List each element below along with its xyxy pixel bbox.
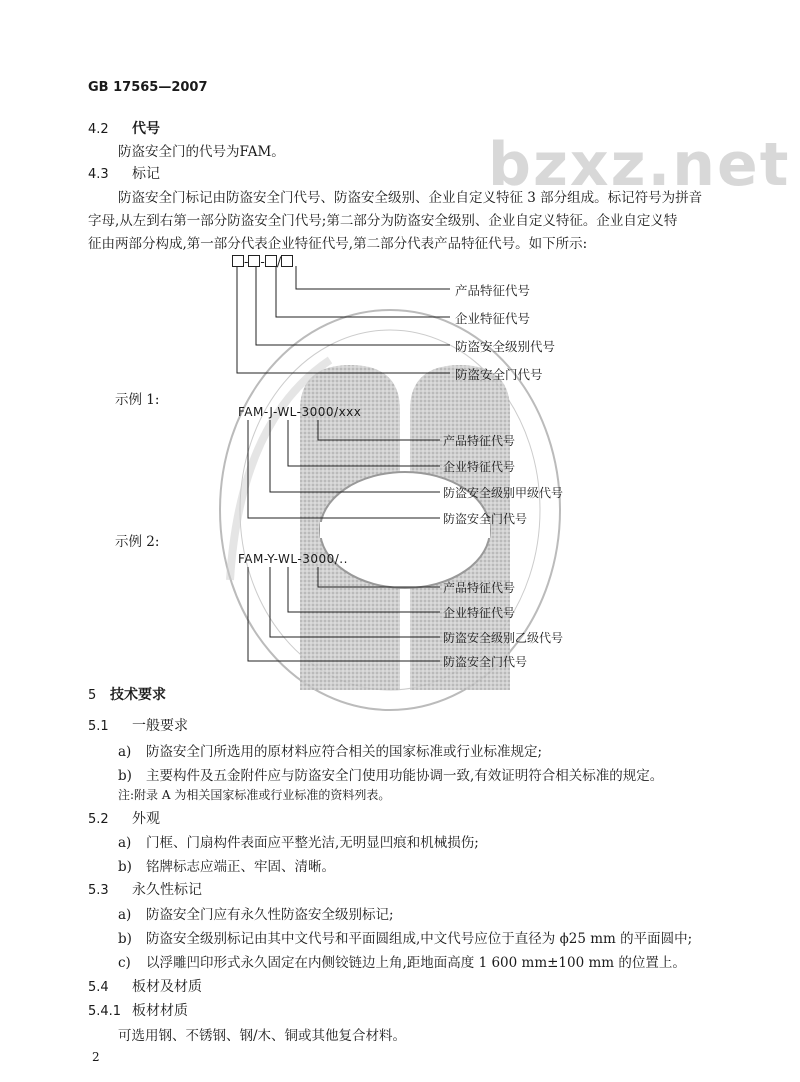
- section-5-4-heading: [88, 976, 202, 996]
- section-number: 5.4.1: [88, 1004, 122, 1019]
- list-marker: b): [118, 931, 132, 947]
- example-2-label: 产品特征代号: [443, 581, 516, 595]
- list-item: [118, 951, 686, 971]
- body-text: 可选用钢、不锈钢、钢/木、铜或其他复合材料。: [118, 1028, 407, 1044]
- body-text: 防盗安全门标记由防盗安全门代号、防盗安全级别、企业自定义特征 3 部分组成。标记符号为拼音: [118, 190, 703, 206]
- list-text: 主要构件及五金附件应与防盗安全门使用功能协调一致,有效证明符合相关标准的规定。: [146, 768, 664, 784]
- example-2-code: FAM-Y-WL-3000/..: [238, 552, 348, 566]
- section-5-1-heading: [88, 715, 188, 735]
- section-title: 一般要求: [132, 718, 188, 734]
- list-marker: b): [118, 859, 132, 875]
- example-1-title: 示例 1:: [115, 392, 160, 408]
- example-1-label: 产品特征代号: [443, 434, 516, 448]
- example-1-label: 防盗安全门代号: [443, 512, 528, 526]
- section-number: 5.1: [88, 719, 109, 734]
- section-title: 永久性标记: [132, 882, 202, 898]
- example-1-leader-lines: [230, 418, 450, 528]
- marking-leader-lines: [220, 262, 460, 382]
- example-2-label: 防盗安全级别乙级代号: [443, 631, 564, 645]
- list-item: [118, 855, 335, 875]
- section-number: 5.2: [88, 812, 109, 827]
- list-text: 铭牌标志应端正、牢固、清晰。: [146, 859, 335, 875]
- section-5-4-1-heading: [88, 1000, 188, 1020]
- section-number: 5.3: [88, 883, 109, 898]
- list-text: 防盗安全级别标记由其中文代号和平面圆组成,中文代号应位于直径为 ϕ25 mm 的平面圆中;: [146, 931, 693, 947]
- list-item: [118, 927, 692, 947]
- section-title: 标记: [132, 166, 160, 182]
- example-2-label: 防盗安全门代号: [443, 655, 528, 669]
- example-1-code: FAM-J-WL-3000/xxx: [238, 405, 362, 419]
- body-text: 征由两部分构成,第一部分代表企业特征代号,第二部分代表产品特征代号。如下所示:: [88, 236, 588, 252]
- diagram-label: 防盗安全级别代号: [455, 339, 556, 354]
- section-number: 4.3: [88, 167, 109, 182]
- list-text: 防盗安全门所选用的原材料应符合相关的国家标准或行业标准规定;: [146, 744, 543, 760]
- section-title: 代号: [132, 121, 160, 137]
- example-2-leader-lines: [230, 565, 450, 670]
- standard-number: GB 17565—2007: [88, 80, 208, 95]
- list-text: 以浮雕凹印形式永久固定在内侧铰链边上角,距地面高度 1 600 mm±100 mm 的位置上。: [146, 955, 686, 971]
- section-5-heading: [88, 684, 166, 704]
- section-title: 板材及材质: [132, 979, 202, 995]
- diagram-label: 产品特征代号: [455, 283, 531, 298]
- example-1-label: 防盗安全级别甲级代号: [443, 486, 564, 500]
- example-2-label: 企业特征代号: [443, 606, 516, 620]
- list-text: 防盗安全门应有永久性防盗安全级别标记;: [146, 907, 394, 923]
- section-number: 5.4: [88, 980, 109, 995]
- marking-template: - - /: [232, 255, 293, 270]
- diagram-label: 防盗安全门代号: [455, 367, 543, 382]
- section-4-2-heading: [88, 118, 160, 138]
- list-item: [118, 764, 663, 784]
- list-item: [118, 903, 394, 923]
- section-number: 4.2: [88, 122, 109, 137]
- list-marker: b): [118, 768, 132, 784]
- section-4-3-heading: [88, 163, 160, 183]
- section-title: 板材材质: [132, 1003, 188, 1019]
- section-title: 技术要求: [110, 687, 166, 703]
- list-marker: c): [118, 955, 131, 971]
- section-5-2-heading: [88, 808, 160, 828]
- body-text: 防盗安全门的代号为FAM。: [118, 144, 285, 160]
- list-marker: a): [118, 744, 132, 760]
- list-marker: a): [118, 907, 132, 923]
- diagram-label: 企业特征代号: [455, 311, 531, 326]
- list-text: 门框、门扇构件表面应平整光洁,无明显凹痕和机械损伤;: [146, 835, 479, 851]
- section-title: 外观: [132, 811, 160, 827]
- section-number: 5: [88, 688, 97, 703]
- list-item: [118, 831, 479, 851]
- section-5-3-heading: [88, 879, 202, 899]
- list-item: [118, 740, 542, 760]
- page-number: 2: [92, 1050, 100, 1064]
- example-2-title: 示例 2:: [115, 534, 160, 550]
- note-text: 注:附录 A 为相关国家标准或行业标准的资料列表。: [118, 788, 391, 802]
- body-text: 字母,从左到右第一部分防盗安全门代号;第二部分为防盗安全级别、企业自定义特征。企业自定义特: [88, 213, 678, 229]
- example-1-label: 企业特征代号: [443, 460, 516, 474]
- list-marker: a): [118, 835, 132, 851]
- watermark-text: bzxz.net: [488, 130, 791, 200]
